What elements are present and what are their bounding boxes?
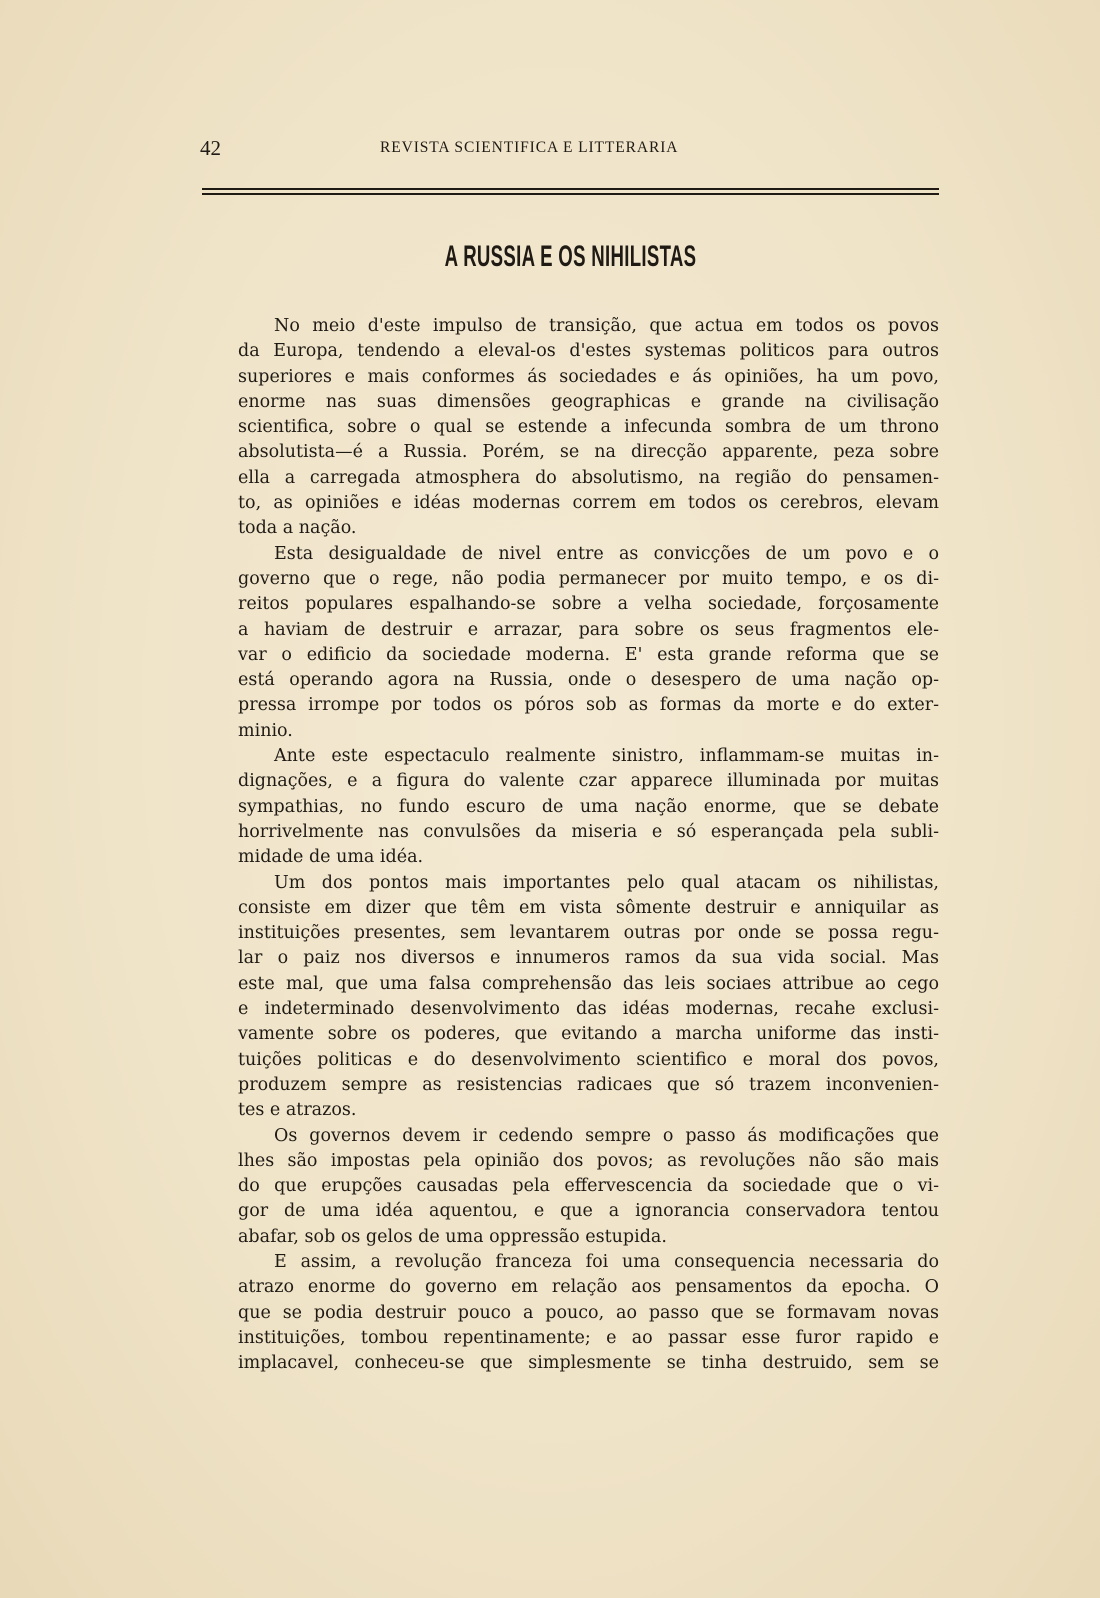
text-line: governo que o rege, não podia permanecer por muito tempo, e os di- (238, 568, 939, 589)
text-line: está operando agora na Russia, onde o desespero de uma nação op- (238, 670, 939, 691)
text-line: tes e atrazos. (238, 1100, 357, 1121)
text-line: enorme nas suas dimensões geographicas e grande na civilisação (238, 391, 939, 412)
text-line: Os governos devem ir cedendo sempre o passo ás modificações que (274, 1125, 939, 1146)
text-line: da Europa, tendendo a eleval-os d'estes systemas politicos para outros (238, 341, 939, 362)
text-line: reitos populares espalhando-se sobre a velha sociedade, forçosamente (238, 594, 939, 615)
text-line: atrazo enorme do governo em relação aos pensamentos da epocha. O (238, 1277, 939, 1298)
text-line: este mal, que uma falsa comprehensão das leis sociaes attribue ao cego (238, 973, 939, 994)
text-line: sympathias, no fundo escuro de uma nação enorme, que se debate (238, 796, 939, 817)
text-line: Ante este espectaculo realmente sinistro, inflammam-se muitas in- (274, 746, 939, 767)
paragraph (202, 542, 939, 744)
page-number: 42 (200, 136, 221, 160)
text-line: minio. (238, 720, 293, 741)
paragraph (202, 314, 939, 542)
header-rule-thick (202, 193, 939, 195)
text-line: instituições presentes, sem levantarem outras por onde se possa regu- (238, 923, 939, 944)
text-line: horrivelmente nas convulsões da miseria e só esperançada pela subli- (238, 821, 939, 842)
paragraph (202, 871, 939, 1124)
text-line: superiores e mais conformes ás sociedades e ás opiniões, ha um povo, (238, 366, 939, 387)
text-line: scientifica, sobre o qual se estende a infecunda sombra de um throno (238, 417, 939, 438)
text-line: que se podia destruir pouco a pouco, ao passo que se formavam novas (238, 1302, 939, 1323)
text-line: to, as opiniões e idéas modernas correm em todos os cerebros, elevam (238, 493, 939, 514)
journal-title: REVISTA SCIENTIFICA E LITTERARIA (380, 139, 679, 156)
text-line: a haviam de destruir e arrazar, para sobre os seus fragmentos ele- (238, 619, 939, 640)
text-line: lar o paiz nos diversos e innumeros ramos da sua vida social. Mas (238, 948, 939, 969)
text-line: var o edificio da sociedade moderna. E' esta grande reforma que se (238, 644, 939, 665)
text-line: vamente sobre os poderes, que evitando a marcha uniforme das insti- (238, 1024, 939, 1045)
text-line: lhes são impostas pela opinião dos povos; as revoluções não são mais (238, 1150, 939, 1171)
article-title: A RUSSIA E OS NIHILISTAS (444, 240, 697, 273)
text-line: do que erupções causadas pela effervescencia da sociedade que o vi- (238, 1176, 939, 1197)
text-line: Um dos pontos mais importantes pelo qual atacam os nihilistas, (274, 872, 939, 893)
text-line: toda a nação. (238, 518, 357, 539)
paragraph (202, 744, 939, 870)
text-line: implacavel, conheceu-se que simplesmente se tinha destruido, sem se (238, 1353, 939, 1374)
article-body (202, 314, 939, 1376)
text-line: pressa irrompe por todos os póros sob as formas da morte e do exter- (238, 695, 939, 716)
text-line: produzem sempre as resistencias radicaes que só trazem inconvenien- (238, 1074, 939, 1095)
text-line: dignações, e a figura do valente czar apparece illuminada por muitas (238, 771, 939, 792)
text-line: tuições politicas e do desenvolvimento scientifico e moral dos povos, (238, 1049, 939, 1070)
text-line: instituições, tombou repentinamente; e ao passar esse furor rapido e (238, 1327, 939, 1348)
text-line: consiste em dizer que têm em vista sômente destruir e anniquilar as (238, 897, 939, 918)
text-line: E assim, a revolução franceza foi uma consequencia necessaria do (274, 1251, 939, 1272)
running-head (200, 136, 940, 162)
text-line: e indeterminado desenvolvimento das idéas modernas, recahe exclusi- (238, 999, 939, 1020)
text-line: ella a carregada atmosphera do absolutismo, na região do pensamen- (238, 467, 939, 488)
text-line: Esta desigualdade de nivel entre as convicções de um povo e o (274, 543, 939, 564)
text-line: abafar, sob os gelos de uma oppressão estupida. (238, 1226, 667, 1247)
text-line: absolutista—é a Russia. Porém, se na direcção apparente, peza sobre (238, 442, 939, 463)
text-line: midade de uma idéa. (238, 847, 424, 868)
header-rule-thin (202, 188, 939, 190)
paragraph (202, 1124, 939, 1250)
text-line: No meio d'este impulso de transição, que actua em todos os povos (274, 316, 939, 336)
text-line: gor de uma idéa aquentou, e que a ignorancia conservadora tentou (238, 1201, 939, 1222)
paragraph (202, 1250, 939, 1376)
